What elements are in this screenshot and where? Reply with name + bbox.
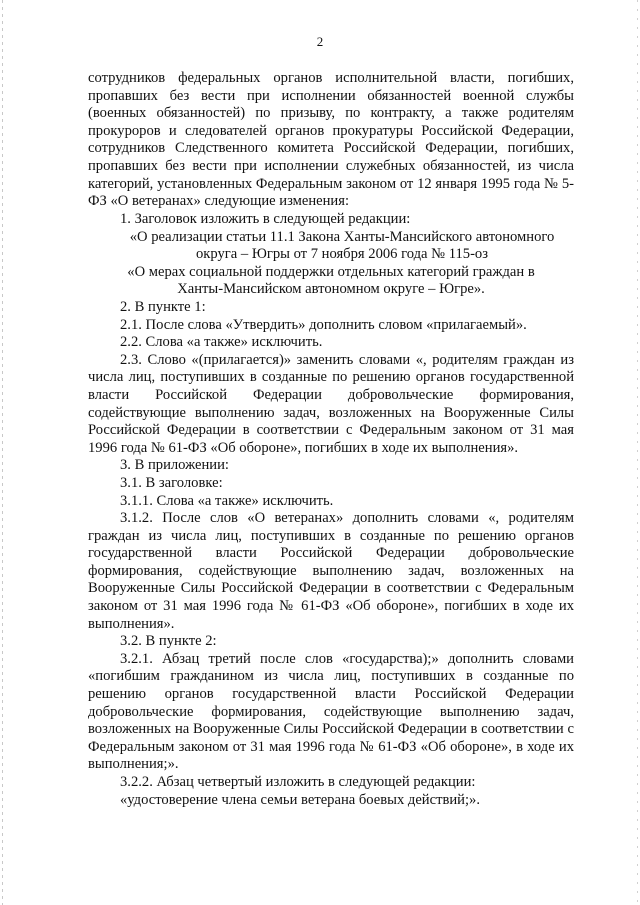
- paragraph-new-title-line-2: «О мерах социальной поддержки отдельных категорий граждан в Ханты-Мансийском автономном округе – Югре».: [127, 263, 535, 298]
- paragraph-item-3-2-1: 3.2.1. Абзац третий после слов «государства);» дополнить словами «погибшим гражданином из числа лиц, поступивших в созданные по решению органов государственной власти Российской Федерации добровольческие формирования, содействующие выполнению задач, возложенных на Вооруженные Силы Российской Федерации в соответствии с Федеральным законом от 31 мая 1996 года № 61-ФЗ «Об обороне», в ходе их выполнения;».: [88, 650, 574, 773]
- paragraph-item-2-2: 2.2. Слова «а также» исключить.: [120, 334, 323, 351]
- paragraph-item-3-2-2: 3.2.2. Абзац четвертый изложить в следующей редакции:: [120, 774, 476, 790]
- paragraph-new-title-line-1: «О реализации статьи 11.1 Закона Ханты-Мансийского автономного округа – Югры от 7 ноября 2006 года № 115-оз: [129, 228, 555, 263]
- paragraph-intro: сотрудников федеральных органов исполнительной власти, погибших, пропавших без вести при исполнении обязанностей военной службы (военных обязанностей) по призыву, по контракту, а также родителям прокуроров и следователей органов прокуратуры Российской Федерации, сотрудников Следственного комитета Российской Федерации, погибших, пропавших без вести при исполнении служебных обязанностей, из числа категорий, установленных Федеральным законом от 12 января 1995 года № 5-ФЗ «О ветеранах» следующие изменения:: [88, 70, 574, 210]
- paragraph-item-3-1-1: 3.1.1. Слова «а также» исключить.: [120, 492, 334, 509]
- paragraph-item-3-1: 3.1. В заголовке:: [120, 474, 223, 491]
- paragraph-item-3-1-2: 3.1.2. После слов «О ветеранах» дополнить словами «, родителям граждан из числа лиц, поступивших в созданные по решению органов государственной власти Российской Федерации добровольческие формирования, содействующие выполнению задач, возложенных на Вооруженные Силы Российской Федерации в соответствии с Федеральным законом от 31 мая 1996 года № 61-ФЗ «Об обороне», погибших в ходе их выполнения».: [88, 510, 574, 632]
- scan-left-edge: [2, 0, 3, 905]
- paragraph-item-2-3: 2.3. Слово «(прилагается)» заменить словами «, родителям граждан из числа лиц, поступивших в созданные по решению органов государственной власти Российской Федерации добровольческие формирования, содействующие выполнению задач, возложенных на Вооруженные Силы Российской Федерации в соответствии с Федеральным законом от 31 мая 1996 года № 61-ФЗ «Об обороне», погибших в ходе их выполнения».: [88, 351, 574, 456]
- paragraph-item-3: 3. В приложении:: [120, 457, 229, 474]
- page-number: 2: [316, 34, 324, 49]
- document-body: [88, 70, 574, 809]
- paragraph-item-2-1: 2.1. После слова «Утвердить» дополнить словом «прилагаемый».: [120, 316, 527, 333]
- paragraph-item-2: 2. В пункте 1:: [120, 298, 206, 315]
- paragraph-item-3-2: 3.2. В пункте 2:: [120, 633, 217, 650]
- paragraph-quote: «удостоверение члена семьи ветерана боевых действий;».: [120, 791, 480, 808]
- paragraph-item-1: 1. Заголовок изложить в следующей редакции:: [120, 211, 411, 227]
- scan-right-edge: [637, 0, 638, 905]
